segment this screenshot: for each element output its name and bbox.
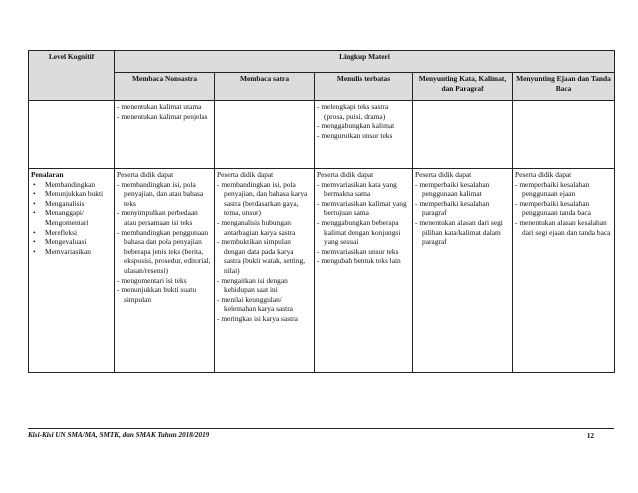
nonsastra-intro: Peserta didik dapat bbox=[117, 170, 174, 179]
dash-marker: - bbox=[117, 275, 122, 285]
footer-title: Kisi-Kisi UN SMA/MA, SMTK, dan SMAK Tahun 2018/2019 bbox=[28, 431, 210, 439]
list-item-text: menentukan alasan dari segi pilihan kata/kalimat dalam paragraf bbox=[419, 217, 503, 247]
penalaran-level-list bbox=[31, 180, 112, 257]
list-item bbox=[317, 121, 410, 131]
bullet-marker: • bbox=[33, 208, 36, 218]
column-header-menyunting-ejaan: Menyunting Ejaan dan Tanda Baca bbox=[513, 73, 615, 101]
list-item-text: membandingkan isi, pola penyajian, dan bahasa karya sastra (berdasarkan gaya, tema, unsur) bbox=[221, 179, 308, 218]
list-item-text: menentukan alasan kesalahan dari segi ejaan dan tanda baca bbox=[519, 217, 611, 237]
dash-marker: - bbox=[415, 179, 420, 189]
bullet-marker: • bbox=[33, 179, 36, 189]
level-item-text: Memvariasikan bbox=[45, 246, 91, 256]
dash-marker: - bbox=[217, 217, 222, 227]
list-item bbox=[117, 180, 212, 209]
continued-nonsastra-list bbox=[117, 102, 212, 121]
list-item-text: menentukan kalimat penjelas bbox=[121, 111, 208, 121]
level-item-text: Merefleksi bbox=[45, 227, 78, 237]
list-item-text: memvariasikan unsur teks bbox=[321, 246, 399, 256]
column-header-menyunting-kata: Menyunting Kata, Kalimat, dan Paragraf bbox=[413, 73, 513, 101]
list-item bbox=[317, 218, 410, 247]
dash-marker: - bbox=[117, 208, 122, 218]
ejaan-intro: Peserta didik dapat bbox=[515, 170, 572, 179]
list-item-text: memvariasikan kalimat yang bertujuan sama bbox=[321, 198, 407, 218]
continued-nonsastra-cell bbox=[115, 101, 215, 169]
list-item bbox=[217, 180, 312, 218]
list-item-text: menentukan kalimat utama bbox=[121, 102, 202, 111]
sastra-intro: Peserta didik dapat bbox=[217, 170, 274, 179]
penalaran-sastra-cell bbox=[215, 169, 315, 373]
list-item bbox=[317, 256, 410, 266]
dash-marker: - bbox=[317, 256, 322, 266]
list-item bbox=[317, 131, 410, 141]
level-item bbox=[31, 180, 112, 190]
list-item bbox=[515, 199, 612, 218]
list-item-text: mengaitkan isi dengan kehidupan saat ini bbox=[221, 275, 288, 295]
list-item-text: membuktikan simpulan dengan data pada karya sastra (bukti watak, setting, nilai) bbox=[221, 237, 306, 275]
table-row-penalaran bbox=[29, 169, 615, 373]
list-item bbox=[317, 180, 410, 199]
penalaran-kata-list bbox=[415, 180, 510, 247]
penalaran-nonsastra-cell bbox=[115, 169, 215, 373]
column-header-menulis-terbatas: Menulis terbatas bbox=[315, 73, 413, 101]
penalaran-level-cell bbox=[29, 169, 115, 373]
level-item bbox=[31, 199, 112, 209]
penalaran-ejaan-cell bbox=[513, 169, 615, 373]
level-item-text: Membandingkan bbox=[45, 179, 96, 189]
level-kognitif-header: Level Kognitif bbox=[29, 51, 115, 101]
dash-marker: - bbox=[515, 179, 520, 189]
dash-marker: - bbox=[217, 275, 222, 285]
penalaran-sastra-list bbox=[217, 180, 312, 324]
list-item-text: memperbaiki kesalahan paragraf bbox=[419, 198, 490, 218]
table-row-continued bbox=[29, 101, 615, 169]
list-item bbox=[317, 199, 410, 218]
lingkup-materi-header: Lingkup Materi bbox=[115, 51, 615, 73]
menulis-intro: Peserta didik dapat bbox=[317, 170, 374, 179]
list-item bbox=[217, 276, 312, 295]
list-item-text: menganalisis hubungan antarbagian karya sastra bbox=[221, 217, 296, 237]
bullet-marker: • bbox=[33, 227, 36, 237]
penalaran-menulis-cell bbox=[315, 169, 413, 373]
list-item bbox=[217, 218, 312, 237]
column-header-membaca-satra: Membaca satra bbox=[215, 73, 315, 101]
level-item-text: Menanggapi/ Mengomentari bbox=[45, 208, 89, 227]
dash-marker: - bbox=[217, 179, 222, 189]
kisi-kisi-table bbox=[28, 50, 615, 373]
list-item bbox=[515, 218, 612, 237]
list-item bbox=[217, 237, 312, 275]
list-item bbox=[217, 314, 312, 324]
bullet-marker: • bbox=[33, 198, 36, 208]
dash-marker: - bbox=[515, 198, 520, 208]
list-item-text: membandingkan penggunaan bahasa dan pola penyajian beberapa jenis teks (berita, eksposisi, prosedur, editorial, ulasan/resensi) bbox=[121, 227, 211, 275]
level-item-text: Mengevaluasi bbox=[45, 237, 87, 247]
page-footer bbox=[28, 428, 614, 439]
list-item-text: mengurutkan unsur teks bbox=[321, 130, 393, 140]
bullet-marker: • bbox=[33, 237, 36, 247]
level-item bbox=[31, 247, 112, 257]
dash-marker: - bbox=[117, 179, 122, 189]
kata-intro: Peserta didik dapat bbox=[415, 170, 472, 179]
penalaran-kata-cell bbox=[413, 169, 513, 373]
continued-ejaan-cell bbox=[513, 101, 615, 169]
list-item bbox=[117, 208, 212, 227]
dash-marker: - bbox=[317, 130, 322, 140]
dash-marker: - bbox=[217, 237, 222, 247]
list-item bbox=[117, 102, 212, 112]
list-item bbox=[117, 228, 212, 276]
list-item-text: mengubah bentuk teks lain bbox=[321, 256, 401, 266]
list-item bbox=[515, 180, 612, 199]
penalaran-menulis-list bbox=[317, 180, 410, 266]
continued-kata-cell bbox=[413, 101, 513, 169]
level-item bbox=[31, 228, 112, 238]
list-item-text: meringkas isi karya sastra bbox=[221, 313, 298, 323]
dash-marker: - bbox=[317, 246, 322, 256]
list-item-text: memperbaiki kesalahan penggunaan ejaan bbox=[519, 179, 590, 199]
dash-marker: - bbox=[317, 179, 322, 189]
level-item bbox=[31, 237, 112, 247]
dash-marker: - bbox=[317, 102, 322, 111]
list-item-text: memvariasikan kata yang bermakna sama bbox=[321, 179, 397, 199]
list-item bbox=[117, 112, 212, 122]
list-item-text: menggabungkan kalimat bbox=[321, 121, 395, 131]
continued-level-cell bbox=[29, 101, 115, 169]
list-item bbox=[217, 295, 312, 314]
list-item-text: membandingkan isi, pola penyajian, dan atau bahasa teks bbox=[121, 179, 204, 208]
dash-marker: - bbox=[317, 217, 322, 227]
dash-marker: - bbox=[117, 227, 122, 237]
dash-marker: - bbox=[317, 198, 322, 208]
list-item bbox=[117, 276, 212, 286]
list-item bbox=[415, 180, 510, 199]
bullet-marker: • bbox=[33, 246, 36, 256]
level-item bbox=[31, 189, 112, 199]
dash-marker: - bbox=[117, 102, 122, 111]
level-item-text: Menganalisis bbox=[45, 198, 85, 208]
list-item-text: menggabungkan beberapa kalimat dengan konjungsi yang sesuai bbox=[321, 217, 401, 247]
dash-marker: - bbox=[117, 285, 122, 295]
column-header-membaca-nonsastra: Membaca Nonsastra bbox=[115, 73, 215, 101]
continued-sastra-cell bbox=[215, 101, 315, 169]
penalaran-ejaan-list bbox=[515, 180, 612, 238]
penalaran-title: Penalaran bbox=[31, 170, 64, 179]
dash-marker: - bbox=[415, 217, 420, 227]
dash-marker: - bbox=[515, 217, 520, 227]
list-item-text: menunjukkan bukti suatu simpulan bbox=[121, 285, 197, 304]
dash-marker: - bbox=[217, 313, 222, 323]
list-item-text: melengkapi teks sastra (prosa, puisi, drama) bbox=[321, 102, 389, 121]
level-item-text: Menunjukkan bukti bbox=[45, 189, 104, 199]
list-item bbox=[117, 285, 212, 304]
dash-marker: - bbox=[217, 294, 222, 304]
dash-marker: - bbox=[415, 198, 420, 208]
list-item bbox=[317, 247, 410, 257]
list-item-text: mengomentari isi teks bbox=[121, 275, 187, 285]
penalaran-nonsastra-list bbox=[117, 180, 212, 305]
bullet-marker: • bbox=[33, 189, 36, 199]
list-item bbox=[415, 199, 510, 218]
continued-menulis-cell bbox=[315, 101, 413, 169]
list-item-text: menilai keunggulan/ kelemahan karya sastra bbox=[221, 294, 293, 314]
list-item bbox=[317, 102, 410, 121]
dash-marker: - bbox=[317, 121, 322, 131]
level-item bbox=[31, 208, 112, 227]
page-number: 12 bbox=[586, 432, 594, 440]
list-item-text: menyimpulkan perbedaan atau persamaan isi teks bbox=[121, 208, 198, 227]
continued-menulis-list bbox=[317, 102, 410, 140]
list-item-text: memperbaiki kesalahan penggunaan tanda baca bbox=[519, 198, 591, 218]
list-item bbox=[415, 218, 510, 247]
dash-marker: - bbox=[117, 111, 122, 121]
list-item-text: memperbaiki kesalahan penggunaan kalimat bbox=[419, 179, 490, 199]
